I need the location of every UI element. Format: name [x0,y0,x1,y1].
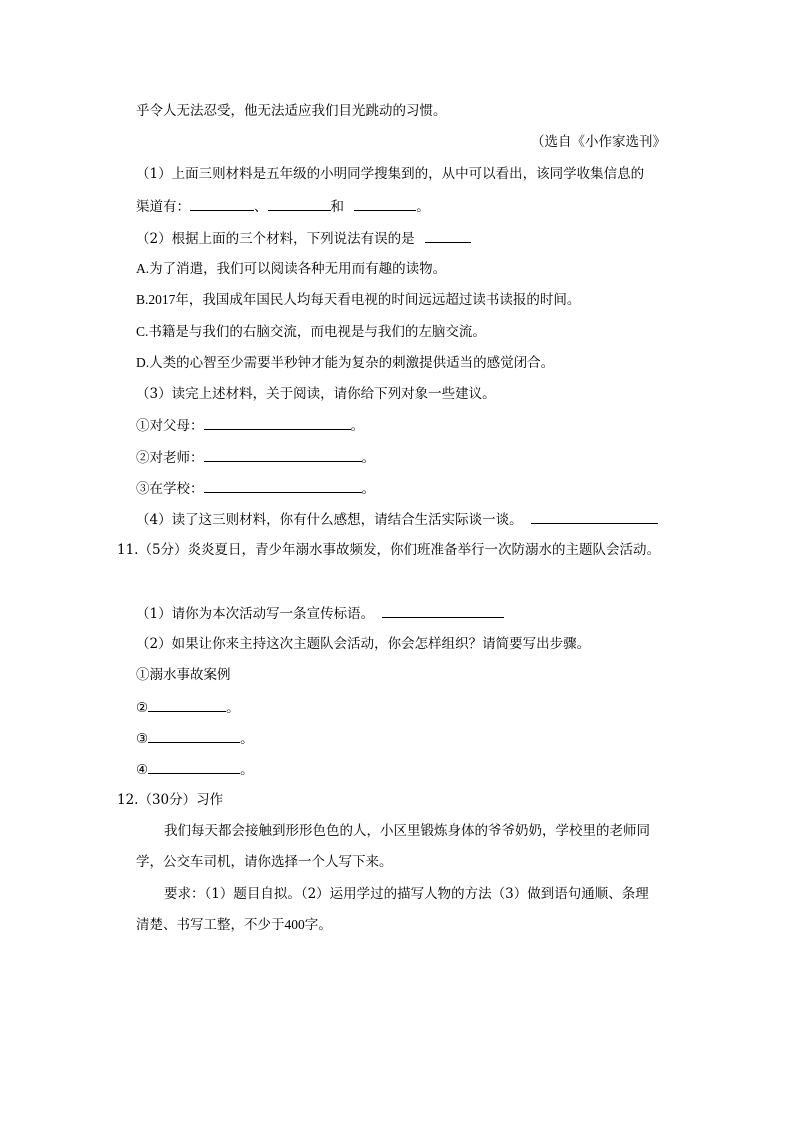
q10-sub3-parents-end: 。 [350,418,364,434]
q10-sub1-sep2: 和 [330,199,349,215]
q10-sub1-prefix: 渠道有： [136,199,190,215]
q10-sub1-line1: （1）上面三则材料是五年级的小明同学搜集到的，从中可以看出，该同学收集信息的 [136,166,645,182]
option-d: D.人类的心智至少需要半秒钟才能为复杂的刺激提供适当的感觉闭合。 [136,355,555,370]
q10-sub2 [136,228,471,249]
q12-para2-line2: 清楚、书写工整，不少于400字。 [136,917,332,932]
answer-blank-school[interactable] [204,478,362,493]
answer-blank-wrong-option[interactable] [425,228,471,243]
q10-sub3-teachers [136,447,375,468]
answer-blank-thoughts[interactable] [531,509,658,524]
q10-sub3-school-end: 。 [361,481,375,497]
q11-step4-mark: ④ [136,762,149,778]
q12-header: 12.（30分）习作 [117,792,224,808]
q12-para1-line2: 学，公交车司机，请你选择一个人写下来。 [136,854,393,870]
q11-step3 [136,728,254,749]
option-a: A.为了消遣，我们可以阅读各种无用而有趣的读物。 [136,261,447,276]
q10-sub3-school-label: ③在学校： [136,481,204,497]
q11-sub1 [136,603,504,624]
option-c: C.书籍是与我们的右脑交流，而电视是与我们的左脑交流。 [136,324,486,339]
q10-sub1-sep1: 、 [254,199,268,215]
q11-step4 [136,759,254,780]
q11-step2 [136,697,240,718]
source-citation: （选自《小作家选刊》 [531,134,666,150]
passage-continuation: 乎令人无法忍受，他无法适应我们目光跳动的习惯。 [136,103,447,119]
q10-sub3-teachers-end: 。 [361,450,375,466]
q10-sub3: （3）读完上述材料，关于阅读，请你给下列对象一些建议。 [136,386,496,402]
q11-header: 11.（5分）炎炎夏日，青少年溺水事故频发，你们班准备举行一次防溺水的主题队会活动。 [117,542,661,558]
answer-blank-channel-2[interactable] [268,196,331,211]
q11-step4-end: 。 [240,762,254,778]
q11-step3-end: 。 [240,731,254,747]
option-b: B.2017年，我国成年国民人均每天看电视的时间远远超过读书读报的时间。 [136,292,581,307]
answer-blank-parents[interactable] [204,415,351,430]
answer-blank-step-4[interactable] [148,759,240,774]
q11-step2-end: 。 [226,700,240,716]
answer-blank-teachers[interactable] [204,447,362,462]
q12-para1-line1: 我们每天都会接触到形形色色的人，小区里锻炼身体的爷爷奶奶，学校里的老师同 [164,823,650,839]
q10-sub3-teachers-label: ②对老师： [136,450,204,466]
answer-blank-step-2[interactable] [148,697,226,712]
answer-blank-slogan[interactable] [382,603,504,618]
q11-step2-mark: ② [136,700,149,716]
q10-sub3-school [136,478,375,499]
q10-sub4-text: （4）读了这三则材料，你有什么感想，请结合生活实际谈一谈。 [136,512,527,528]
q11-step3-mark: ③ [136,731,149,747]
q11-step1: ①溺水事故案例 [136,667,231,683]
q10-sub4 [136,509,658,530]
answer-blank-channel-1[interactable] [190,196,254,211]
answer-blank-channel-3[interactable] [354,196,416,211]
q11-sub1-text: （1）请你为本次活动写一条宣传标语。 [136,606,379,622]
q10-sub3-parents-label: ①对父母： [136,418,204,434]
q10-sub1-end: 。 [416,199,430,215]
answer-blank-step-3[interactable] [148,728,240,743]
q10-sub2-text: （2）根据上面的三个材料，下列说法有误的是 [136,231,419,247]
q10-sub3-parents [136,415,364,436]
q11-sub2: （2）如果让你来主持这次主题队会活动，你会怎样组织？请简要写出步骤。 [136,636,591,652]
q10-sub1-line2 [136,196,430,217]
q12-para2-line1: 要求：（1）题目自拟。（2）运用学过的描写人物的方法（3）做到语句通顺、条理 [164,886,649,902]
